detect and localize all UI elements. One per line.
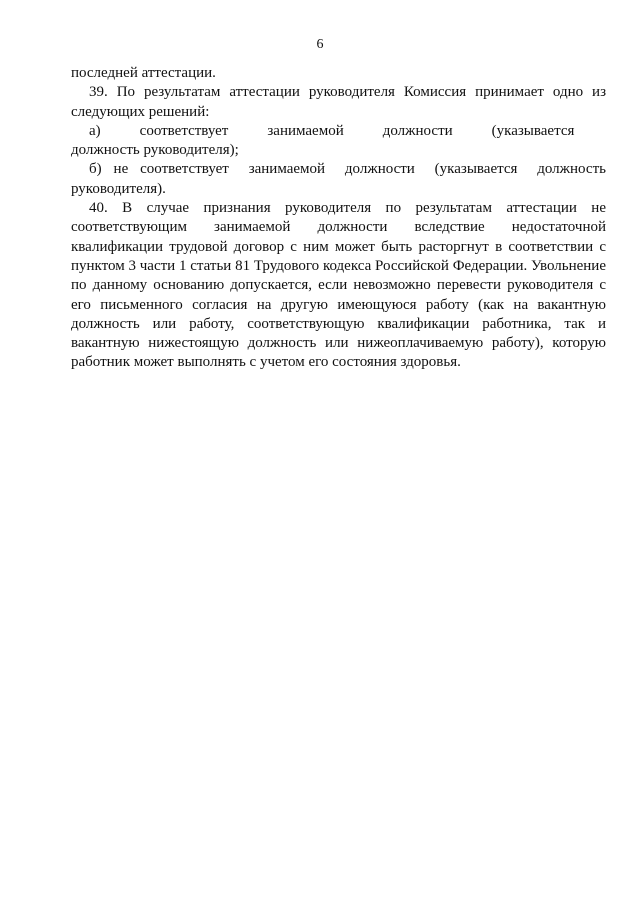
paragraph-39-option-b: б) не соответствует занимаемой должности (указывается должность руководителя). [71, 161, 606, 197]
paragraph-39: 39. По результатам аттестации руководителя Комиссия принимает одно из следующих решений: [71, 84, 606, 120]
page-number: 6 [316, 37, 324, 52]
paragraph-continuation: последней аттестации. [71, 65, 216, 81]
document-body [71, 64, 606, 373]
paragraph-39-option-a: а) соответствует занимаемой должности (указывается должность руководителя); [71, 122, 606, 159]
paragraph-40: 40. В случае признания руководителя по результатам аттестации не соответствующим занимаемой должности вследствие недостаточной квалификации трудовой договор с ним может быть расторгнут в соответствии с пунктом 3 части 1 статьи 81 Трудового кодекса Российской Федерации. Увольнение по данному основанию допускается, если невозможно перевести руководителя с его письменного согласия на другую имеющуюся работу (как на вакантную должность или работу, соответствующую квалификации работника, так и вакантную нижестоящую должность или нижеоплачиваемую работу), которую работник может выполнять с учетом его состояния здоровья. [71, 200, 606, 371]
